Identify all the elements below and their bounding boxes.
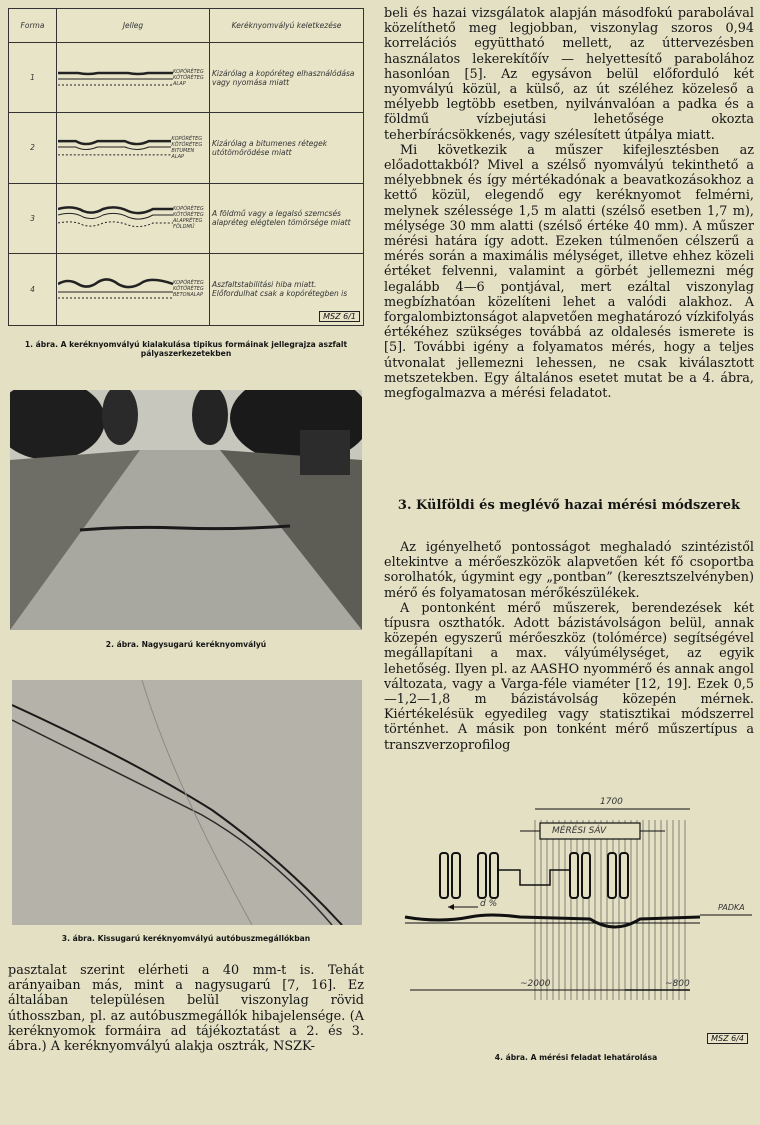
table-header-keletkezes: Keréknyomvályú keletkezése xyxy=(210,9,364,43)
dimension-top: 1700 xyxy=(600,797,623,807)
table-row xyxy=(9,43,364,113)
figure-4-code: MSZ 6/4 xyxy=(707,1033,748,1044)
cross-section-drawing: KOPÓRÉTEG KÖTŐRÉTEG BITUMEN ALAP xyxy=(57,113,210,183)
table-row xyxy=(9,253,364,325)
dimension-right: ~800 xyxy=(665,979,690,989)
row-description: Aszfaltstabilitási hiba miatt. Előfordulhat csak a kopórétegben is xyxy=(210,253,364,325)
figure-1-code: MSZ 6/1 xyxy=(319,311,360,322)
figure-4-caption: 4. ábra. A mérési feladat lehatárolása xyxy=(494,1053,658,1062)
figure-2-caption: 2. ábra. Nagysugarú keréknyomvályú xyxy=(105,640,267,649)
bus-stop-rut-illustration xyxy=(12,680,362,925)
table-row xyxy=(9,113,364,183)
cross-section-drawing: KOPÓRÉTEG KÖTŐRÉTEG BETONALAP xyxy=(57,253,210,325)
table-header-forma: Forma xyxy=(9,9,57,43)
figure-1-table xyxy=(8,8,364,326)
row-number: 4 xyxy=(9,253,57,325)
row-description: Kizárólag a bitumenes rétegek utótömörödése miatt xyxy=(210,113,364,183)
figure-3-caption: 3. ábra. Kissugarú keréknyomvályú autóbuszmegállókban xyxy=(61,934,311,943)
paragraph-2: Mi következik a műszer kifejlesztésben az előadottakból? Mivel a szélső nyomvályú tekinthető a mélyebbnek és így mértékadónak a beavatkozásokhoz a kettő közül, elegendő egy keréknyomot felmérni, melynek szélessége 1,5 m alatti (szélső esetben 1,7 m), mélysége 30 mm alatti (szélső értéke 40 mm). A műszer mérési határa így adott. Ezeken túlmenően célszerű a mérés során a maximális mélységet, illetve ehhez közeli értéket felvenni, valamint a görbét jellemezni még legalább 4—6 pontjával, mert ezáltal viszonylag megbízhatóan közelíteni lehet a valódi alakhoz. A forgalombiztonságot alapvetően meghatározó vízkifolyás értékéhez szükséges továbbá az oldalesés ismerete is [5]. További igény a folyamatos mérés, hogy a teljes útvonalat jellemezni lehessen, ne csak kiválasztott metszetekben. Egy általános esetet mutat be a 4. ábra, megfogalmazva a mérési feladatot. xyxy=(384,142,754,402)
cross-section-drawing: KOPÓRÉTEG KÖTŐRÉTEG ALAPRÉTEG FÖLDMŰ xyxy=(57,183,210,253)
padka-label: PADKA xyxy=(718,903,745,912)
table-row xyxy=(9,183,364,253)
figure-1-caption: 1. ábra. A keréknyomvályú kialakulása tipikus formáinak jellegrajza aszfalt pályaszerkezetekben xyxy=(24,340,348,358)
row-number: 1 xyxy=(9,43,57,113)
right-body-text-top xyxy=(384,6,754,401)
row-number: 3 xyxy=(9,183,57,253)
slope-label: d % xyxy=(480,899,498,909)
row-description: Kizárólag a kopóréteg elhasználódása vagy nyomása miatt xyxy=(210,43,364,113)
figure-3-photo xyxy=(12,680,362,925)
left-body-text: pasztalat szerint elérheti a 40 mm-t is. Tehát arányaiban más, mint a nagysugarú [7, 16]. Ez általában településen belül viszonylag rövid úthosszban, pl. az autóbuszmegállók hibajelensége. (A keréknyomok formáira ad tájékoztatást a 2. és 3. ábra.) A keréknyomvályú alakja osztrák, NSZK- xyxy=(8,963,364,1055)
right-body-text-bottom xyxy=(384,540,754,753)
road-photo-illustration xyxy=(10,390,362,630)
dimension-left: ~2000 xyxy=(520,979,551,989)
table-header-jelleg: Jelleg xyxy=(57,9,210,43)
cross-section-drawing: KOPÓRÉTEG KÖTŐRÉTEG ALAP xyxy=(57,43,210,113)
row-description: A földmű vagy a legalsó szemcsés alapréteg elégtelen tömörsége miatt xyxy=(210,183,364,253)
figure-2-photo xyxy=(10,390,362,630)
paragraph-4: A pontonként mérő műszerek, berendezések két típusra oszthatók. Adott bázistávolságon belül, annak közepén egyszerű mérőeszköz (tolómérce) segítségével megállapítani a max. vályúmélységet, az egyik lehetőség. Ilyen pl. az AASHO nyommérő és annak angol változata, vagy a Varga-féle viaméter [12, 19]. Ezek 0,5—1,2—1,8 m bázistávolság közepén mérnek. Kiértékelésük egyedileg vagy statisztikai módszerrel történhet. A másik pon tonként mérő műszertípus a transzverzoprofilog xyxy=(384,600,754,753)
measurement-zone-label: MÉRÉSI SÁV xyxy=(552,826,607,836)
section-heading: 3. Külföldi és meglévő hazai mérési módszerek xyxy=(397,498,741,513)
paragraph-3: Az igényelhető pontosságot meghaladó szintézistől eltekintve a mérőeszközök alapvetően két fő csoportba sorolhatók, úgymint egy „pontban” (keresztszelvényben) mérő és folyamatosan mérőkészülékek. xyxy=(384,540,754,601)
figure-4-diagram xyxy=(400,795,752,1050)
row-number: 2 xyxy=(9,113,57,183)
paragraph-1: beli és hazai vizsgálatok alapján másodfokú parabolával közelíthető meg legjobban, viszonylag szoros 0,94 korrelációs együttható mellett, az úttervezésben használatos lekerekítőív — helyettesítő parabolához hasonlóan [5]. Az egysávon belül előforduló két nyomvályú közül, a külső, az út széléhez közeleső a mélyebb legtöbb esetben, nyilvánvalóan a padka és a földmű vízbejutási lehetősége okozta teherbírácsökkenés, vagy szélesített útpálya miatt. xyxy=(384,6,754,143)
